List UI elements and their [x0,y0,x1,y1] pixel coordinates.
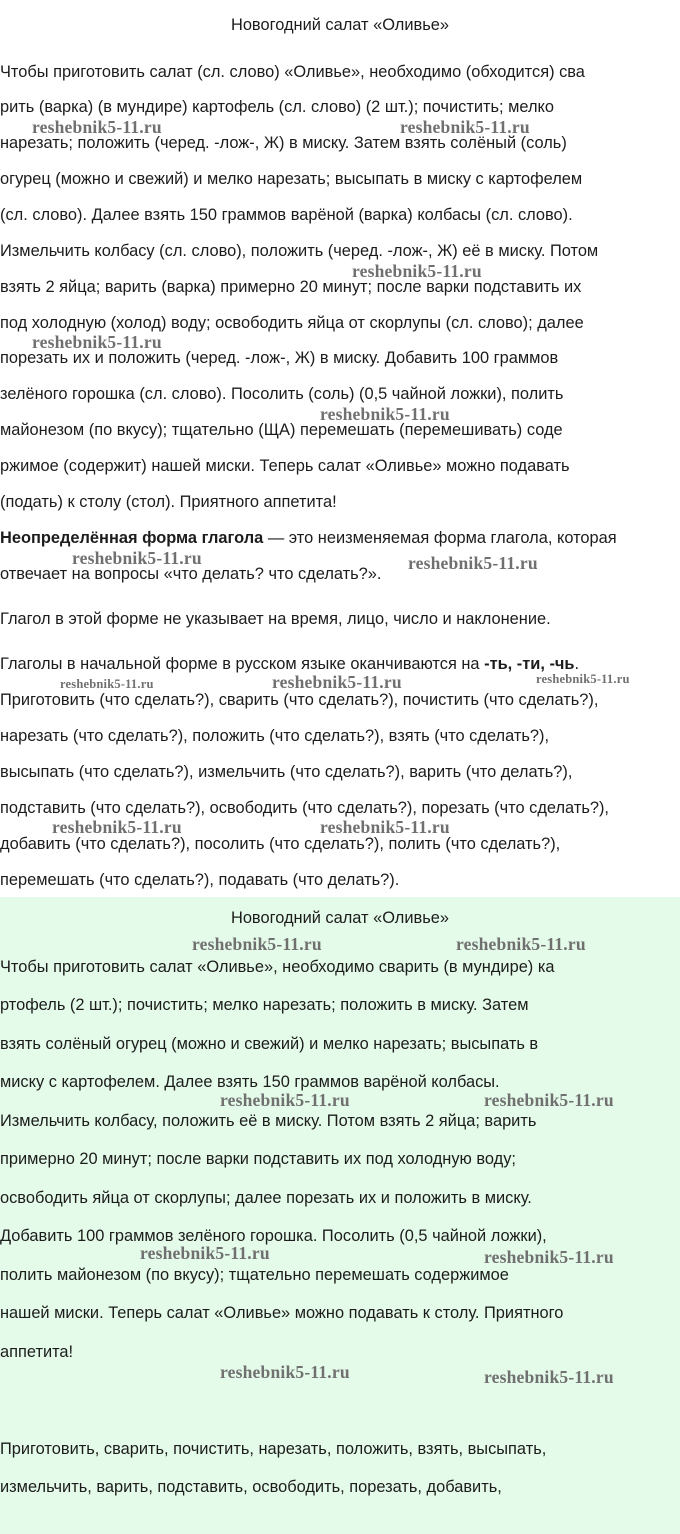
text-line: нашей миски. Теперь салат «Оливье» можно подавать к столу. Приятного [0,1304,564,1322]
watermark: reshebnik5-11.ru [484,1247,614,1267]
watermark: reshebnik5-11.ru [32,117,162,137]
text-line: аппетита! [0,1343,74,1361]
verbs-line: измельчить, варить, подставить, освободить, порезать, добавить, [0,1478,502,1496]
watermark: reshebnik5-11.ru [408,553,538,573]
corrected-text-section [0,897,680,1534]
note-dot: . [574,655,580,673]
watermark: reshebnik5-11.ru [400,117,530,137]
watermark: reshebnik5-11.ru [32,332,162,352]
text-line: порезать их и положить (черед. -лож-, Ж) в миску. Добавить 100 граммов [0,349,559,367]
watermark: reshebnik5-11.ru [52,817,182,837]
definition-line: отвечает на вопросы «что делать? что сделать?». [0,565,382,583]
text-line: миску с картофелем. Далее взять 150 граммов варёной колбасы. [0,1073,500,1091]
watermark: reshebnik5-11.ru [192,934,322,954]
watermark: reshebnik5-11.ru [320,404,450,424]
watermark: reshebnik5-11.ru [72,548,202,568]
watermark: reshebnik5-11.ru [352,261,482,281]
text-line: майонезом (по вкусу); тщательно (ЩА) перемешать (перемешивать) соде [0,421,563,439]
text-line: огурец (можно и свежий) и мелко нарезать; высыпать в миску с картофелем [0,170,583,188]
text-line: взять солёный огурец (можно и свежий) и мелко нарезать; высыпать в [0,1035,539,1053]
text-line: рить (варка) (в мундире) картофель (сл. слово) (2 шт.); почистить; мелко [0,98,555,116]
definition-term: Неопределённая форма глагола [0,529,264,547]
note-endings: -ть, -ти, -чь [484,655,575,673]
text-line: ртофель (2 шт.); почистить; мелко нарезать; положить в миску. Затем [0,996,529,1014]
verbs-line: Приготовить, сварить, почистить, нарезать, положить, взять, высыпать, [0,1440,547,1458]
watermark: reshebnik5-11.ru [272,672,402,692]
verbs-line: подставить (что сделать?), освободить (что сделать?), порезать (что сделать?), [0,799,609,817]
definition-line [0,528,617,548]
verbs-line: добавить (что сделать?), посолить (что сделать?), полить (что сделать?), [0,835,561,853]
text-line: Измельчить колбасу (сл. слово), положить (черед. -лож-, Ж) её в миску. Потом [0,242,599,260]
watermark: reshebnik5-11.ru [220,1090,350,1110]
watermark: reshebnik5-11.ru [140,1243,270,1263]
definition-text: — это неизменяемая форма глагола, которая [263,529,617,547]
note-line [0,654,579,674]
text-line: примерно 20 минут; после варки подставить их под холодную воду; [0,1150,516,1168]
verbs-line: высыпать (что сделать?), измельчить (что сделать?), варить (что делать?), [0,763,573,781]
text-line: Измельчить колбасу, положить её в миску. Потом взять 2 яйца; варить [0,1112,537,1130]
watermark: reshebnik5-11.ru [536,672,630,686]
note-line: Глагол в этой форме не указывает на время, лицо, число и наклонение. [0,610,551,628]
note-text: Глаголы в начальной форме в русском языке оканчиваются на [0,655,485,673]
section-title: Новогодний салат «Оливье» [230,909,449,927]
text-line: освободить яйца от скорлупы; далее порезать их и положить в миску. [0,1189,532,1207]
watermark: reshebnik5-11.ru [320,817,450,837]
watermark: reshebnik5-11.ru [484,1090,614,1110]
text-line: ржимое (содержит) нашей миски. Теперь салат «Оливье» можно подавать [0,457,570,475]
text-line: полить майонезом (по вкусу); тщательно перемешать содержимое [0,1266,509,1284]
verbs-line: Приготовить (что сделать?), сварить (что сделать?), почистить (что сделать?), [0,691,599,709]
text-line: Чтобы приготовить салат (сл. слово) «Оливье», необходимо (обходится) сва [0,63,585,81]
section-title: Новогодний салат «Оливье» [230,16,449,34]
watermark: reshebnik5-11.ru [484,1367,614,1387]
watermark: reshebnik5-11.ru [220,1362,350,1382]
watermark: reshebnik5-11.ru [456,934,586,954]
text-line: взять 2 яйца; варить (варка) примерно 20 минут; после варки подставить их [0,278,582,296]
watermark: reshebnik5-11.ru [60,677,154,691]
text-line: (сл. слово). Далее взять 150 граммов варёной (варка) колбасы (сл. слово). [0,206,573,224]
verbs-line: нарезать (что сделать?), положить (что сделать?), взять (что сделать?), [0,727,550,745]
text-line: нарезать; положить (черед. -лож-, Ж) в миску. Затем взять солёный (соль) [0,134,567,152]
text-line: (подать) к столу (стол). Приятного аппетита! [0,493,337,511]
verbs-line: перемешать (что сделать?), подавать (что делать?). [0,871,400,889]
text-line: Добавить 100 граммов зелёного горошка. Посолить (0,5 чайной ложки), [0,1227,547,1245]
text-line: под холодную (холод) воду; освободить яйца от скорлупы (сл. слово); далее [0,314,584,332]
text-line: Чтобы приготовить салат «Оливье», необходимо сварить (в мундире) ка [0,958,555,976]
text-line: зелёного горошка (сл. слово). Посолить (соль) (0,5 чайной ложки), полить [0,385,564,403]
